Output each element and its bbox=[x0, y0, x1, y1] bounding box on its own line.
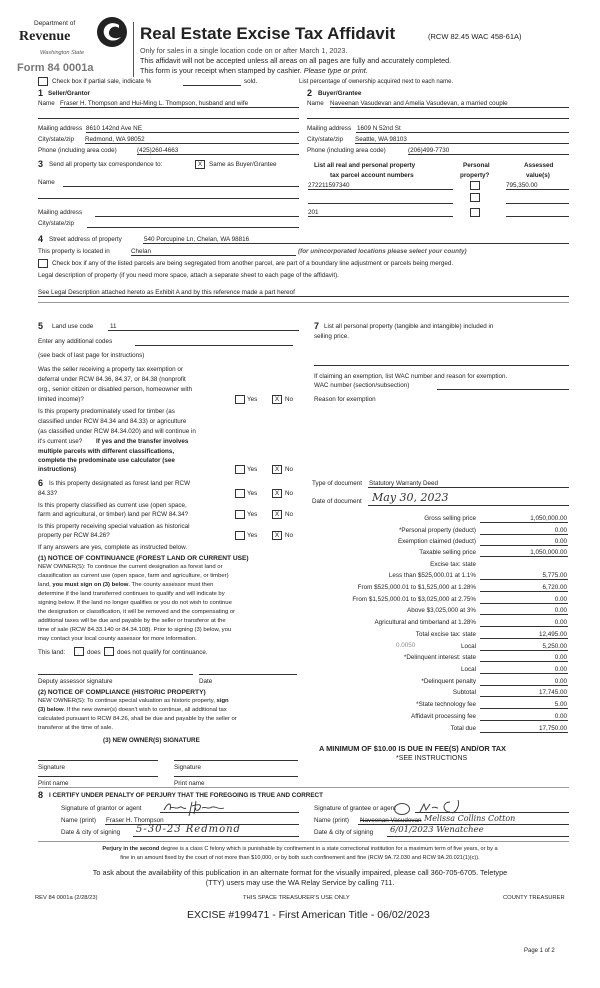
notice-1-line7: additional taxes will be due and payable by the seller or transferor at the bbox=[38, 618, 226, 624]
tax-label: *State technology fee bbox=[416, 701, 476, 708]
parcel-col-header-2a: Personal bbox=[463, 162, 490, 169]
tax-line bbox=[480, 579, 568, 580]
notice-2-line1 bbox=[38, 699, 229, 705]
owner-signature-label-2: Signature bbox=[174, 764, 201, 771]
grantee-date-label: Date & city of signing bbox=[314, 829, 374, 836]
header-line-1: Only for sales in a single location code on or after March 1, 2023. bbox=[140, 46, 348, 55]
tax-label: Local bbox=[460, 666, 476, 673]
exemption-reason-label: Reason for exemption bbox=[314, 396, 376, 403]
tax-label: Exemption claimed (deduct) bbox=[397, 538, 476, 545]
tax-label: From $525,000.01 to $1,525,000 at 1.28% bbox=[357, 584, 476, 591]
notice-1-line1: NEW OWNER(S): To continue the current designation as forest land or bbox=[38, 564, 223, 570]
header-line-3-italic: Please type or print. bbox=[303, 66, 368, 75]
s5-q2-bold-3: complete the predominate use calculator (see bbox=[38, 457, 175, 464]
parcel-line-1 bbox=[308, 189, 453, 190]
s6-q3-yes-checkbox[interactable] bbox=[235, 531, 245, 540]
tax-line bbox=[480, 534, 568, 535]
grantor-date-value[interactable]: 5-30-23 Redmond bbox=[136, 824, 241, 835]
form-number: Form 84 0001a bbox=[17, 62, 94, 74]
document-type-value[interactable]: Statutory Warranty Deed bbox=[369, 480, 439, 487]
document-type-line bbox=[368, 487, 569, 488]
street-address-label: Street address of property bbox=[49, 236, 122, 243]
grantee-name-value[interactable]: Melissa Collins Cotton bbox=[424, 814, 516, 823]
tax-value[interactable]: 1,050,000.00 bbox=[530, 515, 567, 522]
corr-city-label: City/state/zip bbox=[38, 220, 75, 227]
document-date-line bbox=[368, 505, 569, 506]
tax-row-delinquent-penalty bbox=[300, 678, 600, 688]
document-date-label: Date of document bbox=[312, 498, 362, 505]
owner-signature-field-1[interactable] bbox=[38, 760, 158, 761]
new-owner-signature-title: (3) NEW OWNER(S) SIGNATURE bbox=[103, 737, 200, 744]
tax-value[interactable]: 0.00 bbox=[554, 538, 567, 545]
s5-q1-line2: deferral under RCW 84.36, 84.37, or 84.38 (nonprofit bbox=[38, 376, 186, 383]
tax-line bbox=[480, 626, 568, 627]
tax-value[interactable]: 0.00 bbox=[554, 666, 567, 673]
perjury-bold: Perjury in the second bbox=[102, 846, 160, 852]
buyer-phone-line bbox=[408, 154, 569, 155]
s6-q2-no-checkbox[interactable]: X bbox=[272, 510, 282, 519]
does-label: does bbox=[87, 649, 101, 656]
exemption-note: If claiming an exemption, list WAC number and reason for exemption. bbox=[314, 373, 508, 380]
tax-label: Total excise tax: state bbox=[415, 631, 476, 638]
tax-value[interactable]: 5.00 bbox=[554, 701, 567, 708]
county-treasurer: COUNTY TREASURER bbox=[503, 895, 565, 901]
tax-row-gross bbox=[300, 515, 600, 525]
section-5-number: 5 bbox=[38, 321, 44, 331]
tax-value[interactable]: 6,720.00 bbox=[542, 584, 567, 591]
tax-value[interactable]: 0.00 bbox=[554, 596, 567, 603]
street-address-value[interactable]: 540 Porcupine Ln, Chelan, WA 98816 bbox=[144, 236, 250, 243]
owner-print-label-2: Print name bbox=[174, 780, 205, 787]
notice-1-line5: signing below. If the land no longer qualifies or you do not wish to continue bbox=[38, 600, 232, 606]
treasurer-use-only: THIS SPACE TREASURER'S USE ONLY bbox=[243, 895, 350, 901]
s5-q1-line3: org., senior citizen or disabled person, homeowner with bbox=[38, 386, 193, 393]
s6-q2-yes-label: Yes bbox=[247, 511, 258, 518]
s6-q3-line2: property per RCW 84.26? bbox=[38, 532, 110, 539]
seller-mailing-line bbox=[86, 132, 299, 133]
corr-mailing-label: Mailing address bbox=[38, 209, 83, 216]
perjury-line-2: fine in an amount fixed by the court of not more than $10,000, or by both such confinement and fine (RCW 9A.72.030 and RCW 9A.20.021(1)(c)). bbox=[120, 855, 480, 861]
seller-phone-line bbox=[137, 154, 299, 155]
s5-q1-line1: Was the seller receiving a property tax exemption or bbox=[38, 366, 184, 373]
land-use-label: Land use code bbox=[52, 323, 94, 330]
tax-label: Affidavit processing fee bbox=[411, 713, 476, 720]
s5-q2-line1: Is this property predominately used for timber (as bbox=[38, 408, 175, 415]
wac-number-field[interactable] bbox=[437, 389, 569, 390]
s6-q1-yes-label: Yes bbox=[247, 490, 258, 497]
county-hint: (for unincorporated locations please select your county) bbox=[298, 248, 467, 255]
buyer-name-line bbox=[330, 107, 569, 108]
parcel-line-2[interactable] bbox=[308, 203, 453, 204]
excise-stamp: EXCISE #199471 - First American Title - 06/02/2023 bbox=[187, 909, 430, 921]
owner-signature-field-2[interactable] bbox=[174, 760, 298, 761]
parcel-col-header-1a: List all real and personal property bbox=[314, 162, 416, 169]
tax-label: Subtotal bbox=[452, 689, 476, 696]
s6-q1-line1: Is this property designated as forest land per RCW bbox=[49, 480, 191, 487]
section-divider bbox=[38, 841, 569, 842]
s6-q1-no-label: No bbox=[285, 490, 294, 497]
seller-name-value[interactable]: Fraser H. Thompson and Hui-Ming L. Thompson, husband and wife bbox=[60, 100, 249, 107]
tax-row-excise-state-heading bbox=[300, 561, 600, 571]
personal-property-field[interactable] bbox=[314, 365, 569, 366]
owner-print-label-1: Print name bbox=[38, 780, 69, 787]
s6-q1-no-checkbox[interactable]: X bbox=[272, 489, 282, 498]
tax-label: Taxable selling price bbox=[419, 549, 476, 556]
dor-swoosh-icon bbox=[95, 15, 129, 49]
partial-sale-sold: sold. bbox=[244, 78, 258, 85]
deputy-assessor-signature-field[interactable] bbox=[38, 674, 193, 675]
buyer-mailing-line bbox=[356, 132, 569, 133]
logo-revenue: Revenue bbox=[19, 29, 71, 44]
grantor-name-label: Name (print) bbox=[61, 817, 96, 824]
tax-line bbox=[480, 638, 568, 639]
personal-property-checkbox-2[interactable] bbox=[470, 193, 480, 202]
s5-q2-yes-checkbox[interactable] bbox=[235, 465, 245, 474]
parcel-col-header-3b: value(s) bbox=[526, 172, 550, 179]
section-divider bbox=[38, 787, 569, 788]
buyer-name-value[interactable]: Naveenan Vasudevan and Amelia Vasudevan, a married couple bbox=[330, 100, 508, 107]
grantor-date-label: Date & city of signing bbox=[61, 829, 121, 836]
accessibility-line-2: (TTY) users may use the WA Relay Service by calling 711. bbox=[205, 878, 395, 887]
tax-row-delinquent-interest-local bbox=[300, 666, 600, 676]
grantor-name-value[interactable]: Fraser H. Thompson bbox=[106, 817, 164, 824]
assessed-line-3[interactable] bbox=[506, 216, 569, 217]
document-type-label: Type of document bbox=[312, 480, 363, 487]
tax-line bbox=[480, 545, 568, 546]
section-7-number: 7 bbox=[314, 321, 320, 331]
page-title: Real Estate Excise Tax Affidavit bbox=[140, 24, 396, 43]
ownership-note: List percentage of ownership acquired next to each name. bbox=[299, 79, 454, 85]
tax-value[interactable]: 5,775.00 bbox=[542, 572, 567, 579]
tax-value[interactable]: 0.00 bbox=[554, 619, 567, 626]
see-back-note: (see back of last page for instructions) bbox=[38, 352, 145, 359]
s6-q1-yes-checkbox[interactable] bbox=[235, 489, 245, 498]
legal-description-value[interactable]: See Legal Description attached hereto as Exhibit A and by this reference made a part hereof bbox=[38, 289, 295, 296]
buyer-mailing-value[interactable]: 1609 N 52nd St bbox=[357, 125, 401, 132]
notice-2-line1-a: NEW OWNER(S): To continue special valuation as historic property, bbox=[38, 698, 215, 704]
section-6-number: 6 bbox=[38, 478, 44, 488]
tax-row-tier-1 bbox=[300, 572, 600, 582]
section-4-number: 4 bbox=[38, 234, 44, 244]
grantee-name-struck: Naveenan Vasudevan bbox=[360, 817, 422, 824]
legal-description-line bbox=[38, 296, 569, 297]
partial-sale-label: Check box if partial sale, indicate % bbox=[52, 78, 152, 85]
parcel-col-header-2b: property? bbox=[460, 172, 490, 179]
grantee-date-line bbox=[387, 836, 569, 837]
notice-1-line3-a: land, bbox=[38, 582, 51, 588]
seller-mailing-value[interactable]: 8610 142nd Ave NE bbox=[86, 125, 142, 132]
buyer-phone-label: Phone (including area code) bbox=[307, 147, 386, 154]
header-line-2: This affidavit will not be accepted unless all areas on all pages are fully and accurately completed. bbox=[140, 56, 452, 65]
tax-row-tier-4 bbox=[300, 607, 600, 617]
s6-q3-no-label: No bbox=[285, 532, 294, 539]
parcel-col-header-3a: Assessed bbox=[524, 162, 554, 169]
section-divider bbox=[38, 302, 569, 303]
land-use-value[interactable]: 11 bbox=[110, 323, 117, 330]
tax-line bbox=[480, 650, 568, 651]
located-in-line bbox=[131, 255, 296, 256]
tax-line bbox=[480, 603, 568, 604]
parcel-col-header-1b: tax parcel account numbers bbox=[330, 172, 414, 179]
buyer-name-label: Name bbox=[307, 100, 324, 107]
this-land-label: This land: bbox=[38, 649, 66, 656]
notice-1-line3-bold: you must sign on (3) below bbox=[52, 582, 129, 588]
partial-sale-percent-field[interactable] bbox=[183, 85, 241, 86]
legal-description-label: Legal description of property (if you need more space, attach a separate sheet to each page of the affidavit). bbox=[38, 272, 339, 279]
tax-line bbox=[480, 696, 568, 697]
corr-name-field-2[interactable] bbox=[38, 198, 299, 199]
segregate-label: Check box if any of the listed parcels are being segregated from another parcel, are part of a boundary line adjustment or parcels being merged. bbox=[52, 260, 454, 267]
s5-q1-yes-label: Yes bbox=[247, 396, 258, 403]
correspondence-label: Send all property tax correspondence to: bbox=[49, 161, 163, 168]
tax-row-personal-property bbox=[300, 527, 600, 537]
tax-line bbox=[480, 732, 568, 733]
agent-circle-mark bbox=[394, 803, 410, 815]
tax-label: Above $3,025,000 at 3% bbox=[407, 607, 476, 614]
additional-codes-label: Enter any additional codes bbox=[38, 338, 113, 345]
tax-row-tier-2 bbox=[300, 584, 600, 594]
tax-label: Less than $525,000.01 at 1.1% bbox=[388, 572, 476, 579]
tax-value[interactable]: 0.00 bbox=[554, 713, 567, 720]
s5-q1-no-checkbox[interactable]: X bbox=[272, 395, 282, 404]
notice-1-line2: classification as current use (open space, farm and agriculture, or timber) bbox=[38, 573, 229, 579]
tax-row-technology-fee bbox=[300, 701, 600, 711]
partial-sale-checkbox[interactable] bbox=[38, 77, 48, 86]
s5-q2-bold-4: instructions) bbox=[38, 466, 77, 473]
assessed-line-2[interactable] bbox=[506, 203, 569, 204]
seller-phone-label: Phone (including area code) bbox=[38, 147, 117, 154]
seller-mailing-label: Mailing address bbox=[38, 125, 83, 132]
s6-q2-yes-checkbox[interactable] bbox=[235, 510, 245, 519]
seller-name-line-2[interactable] bbox=[38, 118, 299, 119]
s6-q1-line2: 84.33? bbox=[38, 490, 58, 497]
corr-name-label: Name bbox=[38, 179, 55, 186]
section-2-number: 2 bbox=[307, 88, 313, 98]
tax-value[interactable]: 5,250.00 bbox=[542, 643, 567, 650]
assessed-value-1[interactable]: 795,350.00 bbox=[506, 182, 538, 189]
land-use-line bbox=[108, 330, 299, 331]
parcel-number-3[interactable]: 201 bbox=[308, 209, 319, 216]
deputy-assessor-label: Deputy assessor signature bbox=[38, 678, 113, 685]
owner-print-field-2[interactable] bbox=[174, 776, 298, 777]
buyer-heading: Buyer/Grantee bbox=[318, 90, 362, 97]
logo-dept-of: Department of bbox=[34, 20, 76, 27]
notice-1-title: (1) NOTICE OF CONTINUANCE (FOREST LAND OR CURRENT USE) bbox=[38, 555, 249, 562]
if-yes-note: If any answers are yes, complete as instructed below. bbox=[38, 544, 188, 551]
local-rate: 0.0050 bbox=[396, 642, 416, 649]
notice-1-line8: time of sale (RCW 84.33.140 or 84.34.108). Prior to signing (3) below, you bbox=[38, 627, 232, 633]
same-as-buyer-label: Same as Buyer/Grantee bbox=[209, 161, 277, 168]
tax-line bbox=[480, 708, 568, 709]
tax-value[interactable]: 1,050,000.00 bbox=[530, 549, 567, 556]
tax-value[interactable]: 0.00 bbox=[554, 527, 567, 534]
seller-city-value[interactable]: Redmond, WA 98052 bbox=[85, 136, 145, 143]
s5-q2-bold-1: If yes and the transfer involves bbox=[96, 438, 189, 445]
personal-property-label-2: selling price. bbox=[314, 333, 349, 340]
seller-name-line bbox=[60, 107, 299, 108]
seller-city-line bbox=[85, 143, 299, 144]
deputy-date-label: Date bbox=[199, 678, 213, 685]
located-in-value[interactable]: Chelan bbox=[131, 248, 151, 255]
perjury-line-1 bbox=[102, 847, 497, 853]
tax-row-processing-fee bbox=[300, 713, 600, 723]
buyer-phone-value[interactable]: (206)499-7730 bbox=[408, 147, 450, 154]
notice-2-title: (2) NOTICE OF COMPLIANCE (HISTORIC PROPERTY) bbox=[38, 689, 206, 696]
notice-1-line9: may contact your local county assessor for more information. bbox=[38, 636, 197, 642]
notice-2-line2-bold: (3) below bbox=[38, 707, 64, 713]
notice-1-line3 bbox=[38, 583, 213, 589]
s5-q2-line4: it's current use? bbox=[38, 438, 83, 445]
tax-label: Total due bbox=[450, 725, 476, 732]
tax-value[interactable]: 0.00 bbox=[554, 678, 567, 685]
tax-label: *Personal property (deduct) bbox=[398, 527, 476, 534]
s6-q2-no-label: No bbox=[285, 511, 294, 518]
does-not-qualify-checkbox[interactable] bbox=[104, 647, 114, 656]
notice-1-line4: determine if the land transferred continues to qualify and will indicate by bbox=[38, 591, 225, 597]
tax-label: *Delinquent interest: state bbox=[403, 654, 476, 661]
tax-row-delinquent-interest-state bbox=[300, 654, 600, 664]
personal-property-checkbox-1[interactable] bbox=[470, 181, 480, 190]
s6-q2-line2: farm and agricultural, or timber) land per RCW 84.34? bbox=[38, 511, 189, 518]
buyer-city-label: City/state/zip bbox=[307, 136, 344, 143]
notice-2-line1-bold: sign bbox=[216, 698, 229, 704]
tax-line bbox=[480, 720, 568, 721]
minimum-due-notice: A MINIMUM OF $10.00 IS DUE IN FEE(S) AND/OR TAX bbox=[319, 744, 506, 753]
s5-q1-line4: limited income)? bbox=[38, 396, 84, 403]
does-not-label: does not qualify for continuance. bbox=[117, 649, 208, 656]
section-8-number: 8 bbox=[38, 790, 44, 800]
corr-city-field[interactable] bbox=[87, 227, 299, 228]
certify-heading: I CERTIFY UNDER PENALTY OF PERJURY THAT THE FOREGOING IS TRUE AND CORRECT bbox=[49, 792, 323, 799]
notice-1-line3-c: . The county assessor must then bbox=[128, 582, 214, 588]
tax-label: *Delinquent penalty bbox=[421, 678, 476, 685]
document-date-value[interactable]: May 30, 2023 bbox=[372, 491, 449, 504]
s6-q3-line1: Is this property receiving special valuation as historical bbox=[38, 523, 190, 530]
section-1-number: 1 bbox=[38, 88, 44, 98]
tax-line bbox=[480, 522, 568, 523]
page-number: Page 1 of 2 bbox=[524, 948, 555, 954]
tax-label: From $1,525,000.01 to $3,025,000 at 2.75% bbox=[352, 596, 476, 603]
owner-signature-label-1: Signature bbox=[38, 764, 65, 771]
seller-phone-value[interactable]: (425)260-4663 bbox=[137, 147, 179, 154]
s6-q3-yes-label: Yes bbox=[247, 532, 258, 539]
does-qualify-checkbox[interactable] bbox=[74, 647, 84, 656]
grantee-date-value[interactable]: 6/01/2023 Wenatchee bbox=[390, 825, 484, 835]
notice-2-line4: transferor at the time of sale. bbox=[38, 725, 113, 731]
form-revision: REV 84 0001a (2/28/23) bbox=[35, 895, 98, 901]
parcel-number-1[interactable]: 272211597340 bbox=[308, 182, 350, 189]
s5-q2-bold-2: multiple parcels with different classifications, bbox=[38, 448, 175, 455]
seller-city-label: City/state/zip bbox=[38, 136, 75, 143]
grantor-signature-label: Signature of grantor or agent bbox=[61, 805, 142, 812]
buyer-city-line bbox=[355, 143, 569, 144]
tax-row-total-due bbox=[300, 725, 600, 735]
grantee-name-label: Name (print) bbox=[314, 817, 349, 824]
s5-q2-line3: (as classified under RCW 84.34.020) and will continue in bbox=[38, 428, 196, 435]
tax-row-subtotal bbox=[300, 689, 600, 699]
additional-codes-field[interactable] bbox=[135, 345, 293, 346]
tax-value[interactable]: 0.00 bbox=[554, 607, 567, 614]
s6-q2-line1: Is this property classified as current use (open space, bbox=[38, 502, 187, 509]
tax-line bbox=[480, 614, 568, 615]
s5-q2-no-label: No bbox=[285, 466, 294, 473]
deputy-date-field[interactable] bbox=[199, 674, 297, 675]
tax-label: Gross selling price bbox=[424, 515, 476, 522]
grantor-date-line bbox=[133, 836, 299, 837]
seller-name-label: Name bbox=[38, 100, 55, 107]
owner-print-field-1[interactable] bbox=[38, 776, 158, 777]
corr-name-field[interactable] bbox=[63, 186, 299, 187]
section-3-number: 3 bbox=[38, 159, 44, 169]
tax-line bbox=[480, 556, 568, 557]
logo-washington-state: Washington State bbox=[40, 50, 85, 56]
assessed-line-1 bbox=[506, 189, 569, 190]
street-address-line bbox=[143, 243, 569, 244]
see-instructions: *SEE INSTRUCTIONS bbox=[396, 755, 468, 762]
tax-line bbox=[480, 591, 568, 592]
notice-2-line2-b: . If the new owner(s) doesn't wish to continue, all additional tax bbox=[63, 707, 227, 713]
tax-row-tier-3 bbox=[300, 596, 600, 606]
personal-property-label-1: List all personal property (tangible and intangible) included in bbox=[324, 323, 494, 330]
grantee-signature-label: Signature of grantee or agent bbox=[314, 805, 396, 812]
corr-mailing-field[interactable] bbox=[95, 216, 299, 217]
tax-label: Agricultural and timberland at 1.28% bbox=[374, 619, 476, 626]
s5-q2-no-checkbox[interactable]: X bbox=[272, 465, 282, 474]
tax-label: Excise tax: state bbox=[430, 561, 476, 568]
s5-q2-yes-label: Yes bbox=[247, 466, 258, 473]
s5-q1-yes-checkbox[interactable] bbox=[235, 395, 245, 404]
s5-q1-no-label: No bbox=[285, 396, 294, 403]
tax-row-taxable bbox=[300, 549, 600, 559]
perjury-text-1: degree is a class C felony which is punishable by confinement in a state correctional institution for a maximum term of five years, or by a bbox=[160, 846, 498, 852]
same-as-buyer-checkbox[interactable]: X bbox=[195, 160, 205, 169]
header-line-3 bbox=[140, 67, 368, 74]
notice-2-line3: calculated pursuant to RCW 84.26, shall be due and payable by the seller or bbox=[38, 716, 237, 722]
tax-row-local bbox=[300, 643, 600, 653]
s5-q2-line2: classified under RCW 84.34 and 84.33) or agriculture bbox=[38, 418, 187, 425]
notice-2-line2 bbox=[38, 708, 227, 714]
buyer-name-line-2[interactable] bbox=[307, 118, 569, 119]
tax-row-total-state bbox=[300, 631, 600, 641]
buyer-mailing-label: Mailing address bbox=[307, 125, 352, 132]
tax-line bbox=[480, 685, 568, 686]
title-rcw-ref: (RCW 82.45 WAC 458-61A) bbox=[428, 32, 522, 41]
header-line-3-text: This form is your receipt when stamped by cashier. bbox=[140, 66, 302, 75]
tax-row-exemption bbox=[300, 538, 600, 548]
s6-q3-no-checkbox[interactable]: X bbox=[272, 531, 282, 540]
grantor-signature-image bbox=[162, 798, 232, 818]
seller-heading: Seller/Grantor bbox=[48, 90, 90, 97]
segregate-checkbox[interactable] bbox=[38, 259, 48, 268]
parcel-line-3 bbox=[308, 216, 453, 217]
tax-line bbox=[480, 673, 568, 674]
buyer-city-value[interactable]: Seattle, WA 98103 bbox=[355, 136, 407, 143]
notice-1-line6: the designation or classification, it will be removed and the compensating or bbox=[38, 609, 236, 615]
wac-number-label: WAC number (section/subsection) bbox=[314, 382, 410, 389]
located-in-label: This property is located in bbox=[38, 248, 110, 255]
header-divider bbox=[133, 22, 134, 77]
tax-line bbox=[480, 661, 568, 662]
accessibility-line-1: To ask about the availability of this publication in an alternate format for the visually impaired, please call 360-705-6705. Teletype bbox=[92, 868, 508, 877]
personal-property-checkbox-3[interactable] bbox=[470, 208, 480, 217]
tax-label: Local bbox=[460, 643, 476, 650]
tax-value[interactable]: 12,495.00 bbox=[538, 631, 567, 638]
tax-row-agricultural bbox=[300, 619, 600, 629]
tax-value[interactable]: 17,750.00 bbox=[538, 725, 567, 732]
tax-value[interactable]: 17,745.00 bbox=[538, 689, 567, 696]
tax-value[interactable]: 0.00 bbox=[554, 654, 567, 661]
